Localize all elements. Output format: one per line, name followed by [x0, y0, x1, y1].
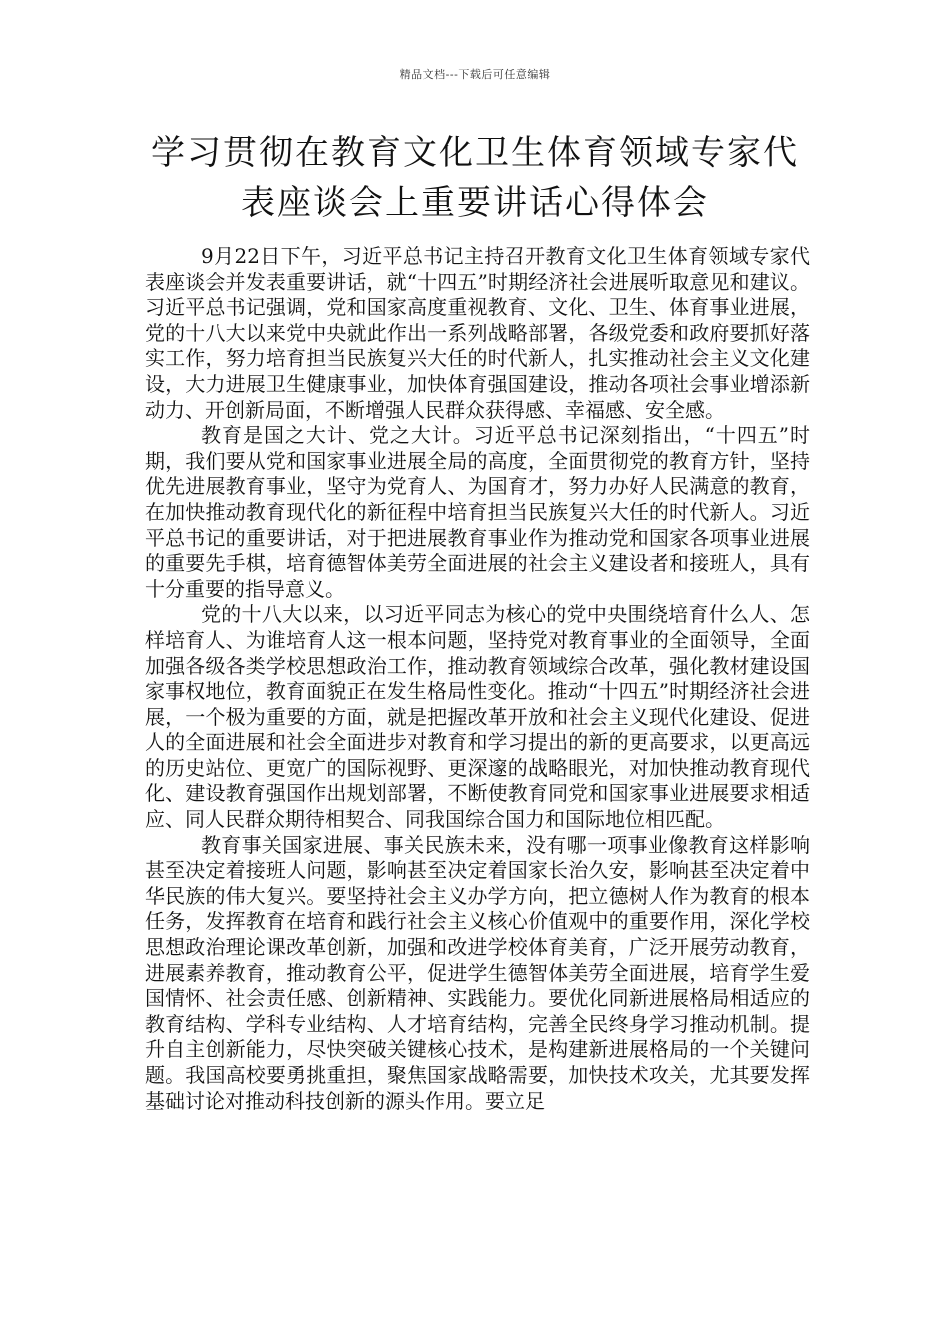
body-paragraph: 教育是国之大计、党之大计。习近平总书记深刻指出，“十四五”时期，我们要从党和国家事业进展全局的高度，全面贯彻党的教育方针，坚持优先进展教育事业，坚守为党育人、为国育才，努力办好人民满意的教育，在加快推动教育现代化的新征程中培育担当民族复兴大任的时代新人。习近平总书记的重要讲话，对于把进展教育事业作为推动党和国家各项事业进展的重要先手棋，培育德智体美劳全面进展的社会主义建设者和接班人，具有十分重要的指导意义。 [145, 423, 810, 601]
document-body [145, 244, 810, 1114]
body-paragraph: 9月22日下午，习近平总书记主持召开教育文化卫生体育领域专家代表座谈会并发表重要讲话，就“十四五”时期经济社会进展听取意见和建议。习近平总书记强调，党和国家高度重视教育、文化、卫生、体育事业进展，党的十八大以来党中央就此作出一系列战略部署，各级党委和政府要抓好落实工作，努力培育担当民族复兴大任的时代新人，扎实推动社会主义文化建设，大力进展卫生健康事业，加快体育强国建设，推动各项社会事业增添新动力、开创新局面，不断增强人民群众获得感、幸福感、安全感。 [145, 244, 810, 422]
body-paragraph: 党的十八大以来，以习近平同志为核心的党中央围绕培育什么人、怎样培育人、为谁培育人这一根本问题，坚持党对教育事业的全面领导，全面加强各级各类学校思想政治工作，推动教育领域综合改革，强化教材建设国家事权地位，教育面貌正在发生格局性变化。推动“十四五”时期经济社会进展，一个极为重要的方面，就是把握改革开放和社会主义现代化建设、促进人的全面进展和社会全面进步对教育和学习提出的新的更高要求，以更高远的历史站位、更宽广的国际视野、更深邃的战略眼光，对加快推动教育现代化、建设教育强国作出规划部署，不断使教育同党和国家事业进展要求相适应、同人民群众期待相契合、同我国综合国力和国际地位相匹配。 [145, 602, 810, 832]
title-line: 学习贯彻在教育文化卫生体育领域专家代 [151, 133, 799, 173]
document-title [140, 128, 810, 228]
body-paragraph: 教育事关国家进展、事关民族未来，没有哪一项事业像教育这样影响甚至决定着接班人问题，影响甚至决定着国家长治久安，影响甚至决定着中华民族的伟大复兴。要坚持社会主义办学方向，把立德树人作为教育的根本任务，发挥教育在培育和践行社会主义核心价值观中的重要作用，深化学校思想政治理论课改革创新，加强和改进学校体育美育，广泛开展劳动教育，进展素养教育，推动教育公平，促进学生德智体美劳全面进展，培育学生爱国情怀、社会责任感、创新精神、实践能力。要优化同新进展格局相适应的教育结构、学科专业结构、人才培育结构，完善全民终身学习推动机制。提升自主创新能力，尽快突破关键核心技术，是构建新进展格局的一个关键问题。我国高校要勇挑重担，聚焦国家战略需要，加快技术攻关，尤其要发挥基础讨论对推动科技创新的源头作用。要立足 [145, 832, 810, 1113]
title-line: 表座谈会上重要讲话心得体会 [241, 183, 709, 223]
header-note: 精品文档---下载后可任意编辑 [399, 68, 551, 81]
